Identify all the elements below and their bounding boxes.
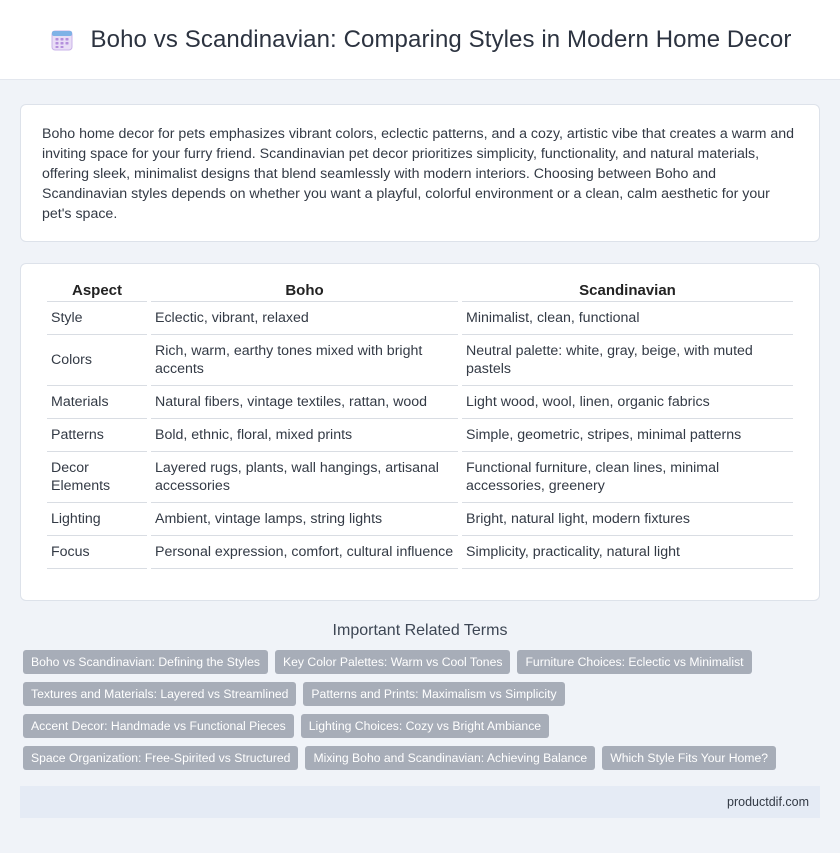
table-row [47, 419, 793, 452]
table-cell-boho: Personal expression, comfort, cultural influence [151, 536, 458, 569]
table-cell-boho: Bold, ethnic, floral, mixed prints [151, 419, 458, 452]
comparison-card [20, 263, 820, 601]
table-cell-boho: Rich, warm, earthy tones mixed with bright accents [151, 335, 458, 386]
table-row [47, 302, 793, 335]
table-cell-boho: Eclectic, vibrant, relaxed [151, 302, 458, 335]
comparison-table [43, 279, 797, 569]
column-header-aspect: Aspect [47, 279, 147, 302]
table-cell-aspect: Decor Elements [47, 452, 147, 503]
table-cell-scandinavian: Bright, natural light, modern fixtures [462, 503, 793, 536]
table-row [47, 452, 793, 503]
table-cell-aspect: Focus [47, 536, 147, 569]
table-cell-boho: Ambient, vintage lamps, string lights [151, 503, 458, 536]
table-cell-aspect: Patterns [47, 419, 147, 452]
table-cell-scandinavian: Light wood, wool, linen, organic fabrics [462, 386, 793, 419]
related-terms-list [23, 650, 820, 770]
related-term-tag[interactable]: Patterns and Prints: Maximalism vs Simplicity [303, 682, 564, 706]
page-title: Boho vs Scandinavian: Comparing Styles in Modern Home Decor [90, 25, 792, 53]
footer [20, 786, 820, 818]
table-cell-boho: Natural fibers, vintage textiles, rattan, wood [151, 386, 458, 419]
table-cell-scandinavian: Neutral palette: white, gray, beige, with muted pastels [462, 335, 793, 386]
related-term-tag[interactable]: Which Style Fits Your Home? [602, 746, 776, 770]
related-term-tag[interactable]: Boho vs Scandinavian: Defining the Styles [23, 650, 268, 674]
table-cell-aspect: Colors [47, 335, 147, 386]
related-term-tag[interactable]: Furniture Choices: Eclectic vs Minimalist [517, 650, 751, 674]
table-cell-scandinavian: Minimalist, clean, functional [462, 302, 793, 335]
intro-card [20, 104, 820, 242]
related-term-tag[interactable]: Accent Decor: Handmade vs Functional Pieces [23, 714, 294, 738]
table-row [47, 335, 793, 386]
related-terms-title: Important Related Terms [332, 622, 508, 639]
table-cell-scandinavian: Simple, geometric, stripes, minimal patterns [462, 419, 793, 452]
table-row [47, 386, 793, 419]
related-term-tag[interactable]: Space Organization: Free-Spirited vs Structured [23, 746, 298, 770]
table-cell-boho: Layered rugs, plants, wall hangings, artisanal accessories [151, 452, 458, 503]
table-cell-aspect: Style [47, 302, 147, 335]
footer-site-name[interactable]: productdif.com [727, 795, 809, 809]
related-term-tag[interactable]: Mixing Boho and Scandinavian: Achieving Balance [305, 746, 595, 770]
calendar-icon [49, 27, 75, 53]
column-header-boho: Boho [151, 279, 458, 302]
table-cell-aspect: Materials [47, 386, 147, 419]
page-header [0, 0, 840, 80]
table-row [47, 503, 793, 536]
column-header-scandinavian: Scandinavian [462, 279, 793, 302]
table-header-row [47, 279, 793, 302]
intro-paragraph: Boho home decor for pets emphasizes vibrant colors, eclectic patterns, and a cozy, artistic vibe that creates a warm and inviting space for your furry friend. Scandinavian pet decor prioritizes simplicity, functionality, and natural materials, offering sleek, minimalist designs that blend seamlessly with modern interiors. Choosing between Boho and Scandinavian styles depends on whether you want a playful, colorful environment or a clean, calm aesthetic for your pet's space. [42, 126, 795, 222]
related-term-tag[interactable]: Textures and Materials: Layered vs Streamlined [23, 682, 296, 706]
table-row [47, 536, 793, 569]
table-cell-aspect: Lighting [47, 503, 147, 536]
table-cell-scandinavian: Simplicity, practicality, natural light [462, 536, 793, 569]
table-cell-scandinavian: Functional furniture, clean lines, minimal accessories, greenery [462, 452, 793, 503]
related-term-tag[interactable]: Key Color Palettes: Warm vs Cool Tones [275, 650, 510, 674]
related-term-tag[interactable]: Lighting Choices: Cozy vs Bright Ambiance [301, 714, 549, 738]
